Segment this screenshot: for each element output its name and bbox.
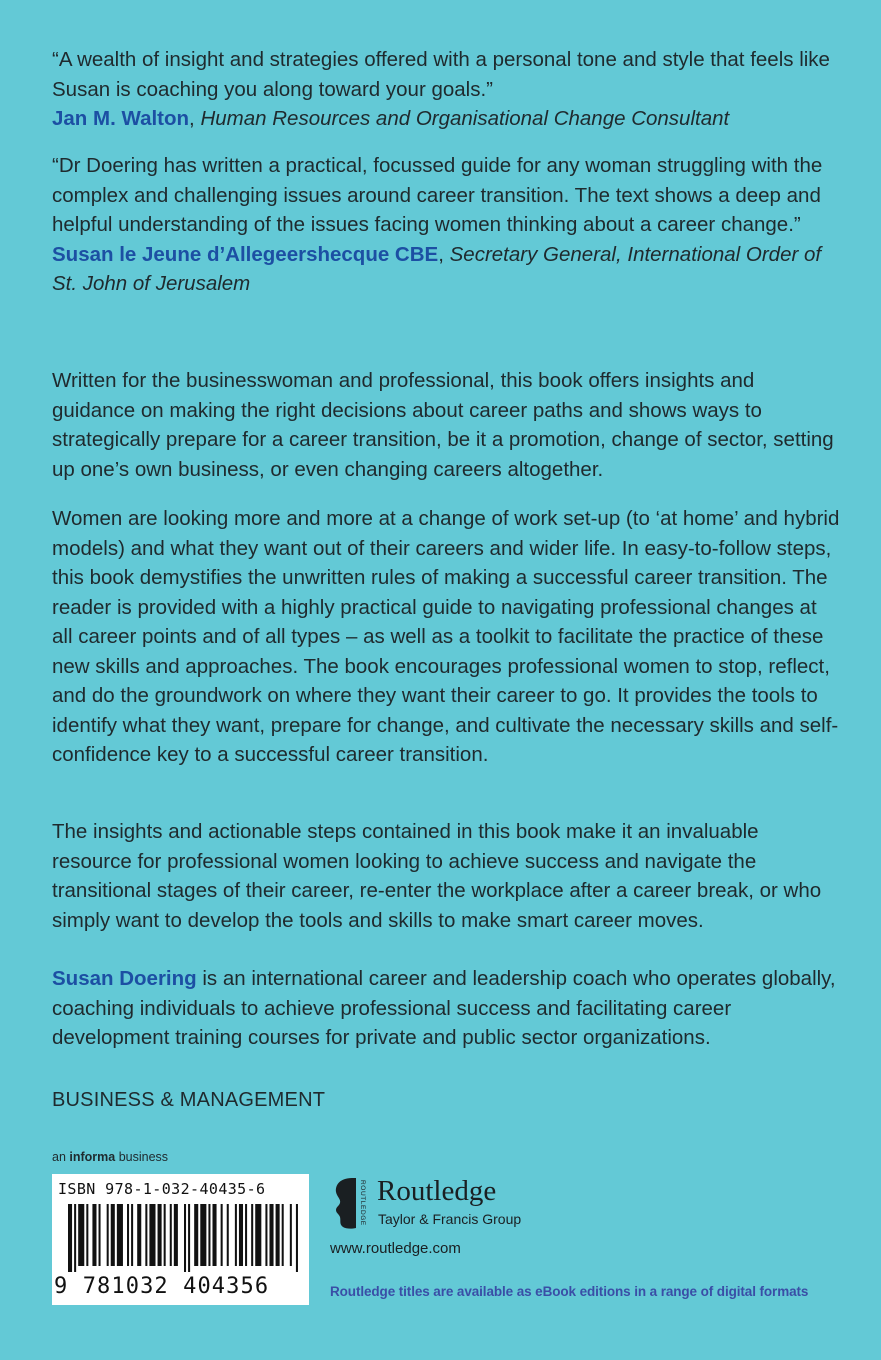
barcode-bar [235,1204,237,1266]
publisher-url[interactable]: www.routledge.com [330,1240,461,1257]
barcode-bar [86,1204,88,1266]
quote-1-name: Jan M. Walton [52,107,190,130]
barcode-bar [255,1204,261,1266]
author-bio [52,964,842,1053]
routledge-logo-icon [330,1176,366,1232]
barcode-bar [265,1204,267,1266]
description-paragraph-2: Women are looking more and more at a change of work set-up (to ‘at home’ and hybrid models) and what they want out of their careers and wider life. In easy-to-follow steps, this book demystifies the unwritten rules of making a successful career transition. The reader is provided with a highly practical guide to navigating professional changes at all career points and of all types – as well as a toolkit to facilitate the practice of these new skills and approaches. The book encourages professional women to stop, reflect, and do the groundwork on where they want their career to go. It provides the tools to identify what they want, prepare for change, and cultivate the necessary skills and self-confidence key to a successful career transition. [52,507,840,766]
barcode-bar [239,1204,243,1266]
publisher-name: Routledge [377,1175,497,1207]
barcode-bar [200,1204,206,1266]
barcode-bar [117,1204,123,1266]
author-name: Susan Doering [52,967,197,990]
quote-2-text: “Dr Doering has written a practical, focussed guide for any woman struggling with the complex and challenging issues around career transition. The text shows a deep and helpful understanding of the issues facing women thinking about a career change.” [52,154,823,236]
informa-suffix: business [115,1150,169,1164]
barcode-bar [184,1204,186,1272]
category-label: BUSINESS & MANAGEMENT [52,1089,326,1111]
barcode-bar [74,1204,76,1272]
barcode-bar [68,1204,72,1272]
logo-lettering: ROUTLEDGE [359,1180,366,1226]
barcode [52,1174,309,1305]
barcode-bar [127,1204,129,1266]
barcode-bar [208,1204,210,1266]
description-paragraph-1: Written for the businesswoman and professional, this book offers insights and guidance on making the right decisions about career paths and shows ways to strategically prepare for a career transition, be it a promotion, change of sector, setting up one’s own business, or even changing careers altogether. [52,369,834,481]
ebook-note: Routledge titles are available as eBook editions in a range of digital formats [330,1284,809,1299]
barcode-bar [194,1204,198,1266]
quote-1-role: Human Resources and Organisational Change Consultant [200,107,730,130]
quote-2-name: Susan le Jeune d’Allegeershecque CBE [52,242,439,266]
author-bio-text: is an international career and leadership coach who operates globally, coaching individuals to achieve professional success and facilitating career development training courses for private and public sector organizations. [52,967,836,1049]
barcode-bars [68,1204,300,1272]
barcode-bar [221,1204,223,1266]
barcode-bar [276,1204,280,1266]
barcode-bar [145,1204,147,1266]
isbn-digits: 9 781032 404356 [54,1274,270,1299]
barcode-bar [92,1204,96,1266]
barcode-bar [111,1204,115,1266]
barcode-bar [296,1204,298,1272]
barcode-bar [188,1204,190,1272]
quote-1-text: “A wealth of insight and strategies offered with a personal tone and style that feels like Susan is coaching you along toward your goals.” [52,48,830,101]
barcode-bar [290,1204,292,1266]
barcode-bar [212,1204,216,1266]
barcode-bar [78,1204,84,1266]
barcode-bar [99,1204,101,1266]
barcode-bar [245,1204,247,1266]
barcode-bar [164,1204,166,1266]
publisher-group: Taylor & Francis Group [378,1211,522,1227]
informa-brand: informa [69,1150,116,1164]
barcode-bar [107,1204,109,1266]
barcode-bar [174,1204,178,1266]
barcode-bar [251,1204,253,1266]
informa-tagline [52,1150,168,1164]
barcode-bar [269,1204,273,1266]
isbn-label: ISBN 978-1-032-40435-6 [58,1180,266,1198]
quote-1: “A wealth of insight and strategies offered with a personal tone and style that feels like Susan is coaching you along toward your goals.” Jan M. Walton, Human Resources and Organisational Change Consultant [52,48,830,130]
barcode-bar [158,1204,162,1266]
barcode-bar [137,1204,141,1266]
barcode-bar [282,1204,284,1266]
quote-2-role: Secretary General, International Order of St. John of Jerusalem [52,242,822,295]
barcode-bar [149,1204,155,1266]
description-paragraph-3: The insights and actionable steps contained in this book make it an invaluable resource for professional women looking to achieve success and navigate the transitional stages of their career, re-enter the workplace after a career break, or who simply want to develop the tools and skills to make smart career moves. [52,820,822,932]
quote-2: “Dr Doering has written a practical, focussed guide for any woman struggling with the complex and challenging issues around career transition. The text shows a deep and helpful understanding of the issues facing women thinking about a career change.” Susan le Jeune d’Allegeershecque CBE, Secretary General, International Order of St. John of Jerusalem [52,154,823,295]
barcode-bar [131,1204,133,1266]
informa-prefix: an [52,1150,70,1164]
barcode-bar [170,1204,172,1266]
barcode-bar [227,1204,229,1266]
